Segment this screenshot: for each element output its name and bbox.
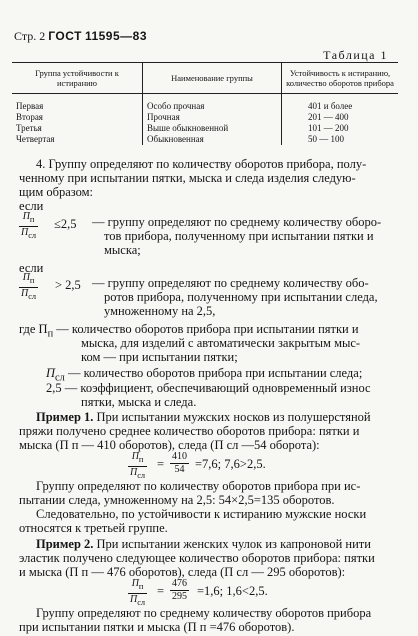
condition-if-2: если [19, 261, 44, 275]
definition-psl: $П_{сл}$ — количество оборотов прибора при испытании следа; [46, 366, 363, 384]
condition-1-text-3: мыска; [104, 243, 141, 257]
column-header-group: Группа устойчивости к истиранию [12, 63, 143, 94]
table-cell: Выше обыкновенной [143, 123, 282, 134]
example-1-line-2: пряжи получено среднее количество оборотов прибора: пятки и [19, 424, 360, 438]
table-cell: Четвертая [16, 134, 55, 144]
gost-number: 11595—83 [84, 29, 147, 43]
example-2-line-3: и мыска (П п — 476 оборотов), следа (П сл — 295 оборотов): [19, 565, 346, 579]
condition-1-text-2: тов прибора, полученному при испытании пятки и [104, 229, 374, 243]
example-2-line-4: Группу определяют по среднему количеству оборотов прибора [36, 606, 372, 620]
definition-coefficient: 2,5 — коэффициент, обеспечивающий одновременный износ [46, 381, 371, 395]
page-number: Стр. 2 [14, 29, 46, 43]
example-1-result: =7,6; 7,6>2,5. [195, 457, 266, 471]
condition-if-1: если [19, 199, 44, 213]
example-1-fraction-symbols: $П_п$ $П_{сл}$ [130, 451, 146, 480]
table-row [12, 112, 398, 123]
column-header-name: Наименование группы [143, 63, 282, 94]
column-header-resistance: Устойчивость к истиранию, количество оборотов прибора [282, 63, 399, 94]
example-2-fraction-symbols: $П_п$ $П_{сл}$ [130, 578, 146, 607]
definition-coefficient-line-2: пятки, мыска и следа. [81, 395, 197, 409]
abrasion-groups-table [12, 62, 398, 145]
paragraph-4-line-2: ченному при испытании пятки, мыска и следа изделия следую- [19, 171, 356, 185]
example-2-result: =1,6; 1,6<2,5. [197, 584, 268, 598]
example-1-equals: = [157, 457, 165, 471]
example-2-equals: = [157, 584, 165, 598]
example-2-line-5: при испытании пятки и мыска (П п =476 оборотов). [19, 620, 295, 634]
paragraph-4-line-1: 4. Группу определяют по количеству оборотов прибора, полу- [36, 157, 367, 171]
fraction-pp-over-psl-2: $П_п$ $П_{сл}$ [21, 272, 37, 301]
table-header-row [12, 63, 398, 94]
paragraph-4-line-3: щим образом: [19, 185, 94, 199]
example-1-line-3: мыска (П п — 410 оборотов), следа (П сл —54 оборота): [19, 438, 320, 452]
page-header [14, 29, 147, 44]
example-1-line-6: Следовательно, по устойчивости к истиранию мужские носки [36, 507, 367, 521]
example-1-line-7: относятся к третьей группе. [19, 521, 168, 535]
example-2-line-2: эластик получено следующее количество оборотов прибора: пятки [19, 551, 375, 565]
condition-2-text-1: — группу определяют по среднему количеству обо- [92, 276, 369, 290]
table-row [12, 134, 398, 145]
example-2-fraction-values: $\frac{476}{295}$ [172, 578, 187, 602]
definition-pp: где $П_п$ — количество оборотов прибора при испытании пятки и [19, 322, 359, 340]
table-cell: 401 и более [282, 94, 399, 113]
table-caption: Таблица 1 [323, 48, 388, 62]
definition-pp-line-2: мыска, для изделий с автоматически закрытым мыс- [81, 336, 361, 350]
gost-label: ГОСТ [48, 29, 82, 43]
fraction-pp-over-psl-1: $П_п$ $П_{сл}$ [21, 211, 37, 240]
table-cell: 101 — 200 [282, 123, 399, 134]
condition-2-text-3: умноженному на 2,5, [104, 304, 216, 318]
definition-pp-line-3: ком — при испытании пятки; [81, 350, 238, 364]
example-2-line-1: Пример 2. При испытании женских чулок из капроновой нити [36, 537, 371, 551]
table-row [12, 94, 398, 113]
condition-1-text-1: — группу определяют по среднему количеству оборо- [92, 215, 382, 229]
condition-2-relation: > 2,5 [55, 278, 81, 292]
table-cell: Вторая [16, 112, 43, 122]
table-cell: Третья [16, 123, 42, 133]
example-1-line-1: Пример 1. При испытании мужских носков из полушерстяной [36, 410, 371, 424]
condition-2-text-2: ротов прибора, полученному при испытании следа, [104, 290, 378, 304]
table-cell: 201 — 400 [282, 112, 399, 123]
example-1-line-5: пытании следа, умноженному на 2,5: 54×2,5=135 оборотов. [19, 493, 335, 507]
table-cell: Прочная [143, 112, 282, 123]
table-row [12, 123, 398, 134]
table-cell: Особо прочная [143, 94, 282, 113]
table-cell: Первая [16, 101, 44, 111]
table-cell: 50 — 100 [282, 134, 399, 145]
example-1-fraction-values: $\frac{410}{54}$ [172, 451, 187, 475]
example-1-line-4: Группу определяют по количеству оборотов прибора при ис- [36, 479, 361, 493]
condition-1-relation: ≤2,5 [54, 217, 77, 231]
table-cell: Обыкновенная [143, 134, 282, 145]
